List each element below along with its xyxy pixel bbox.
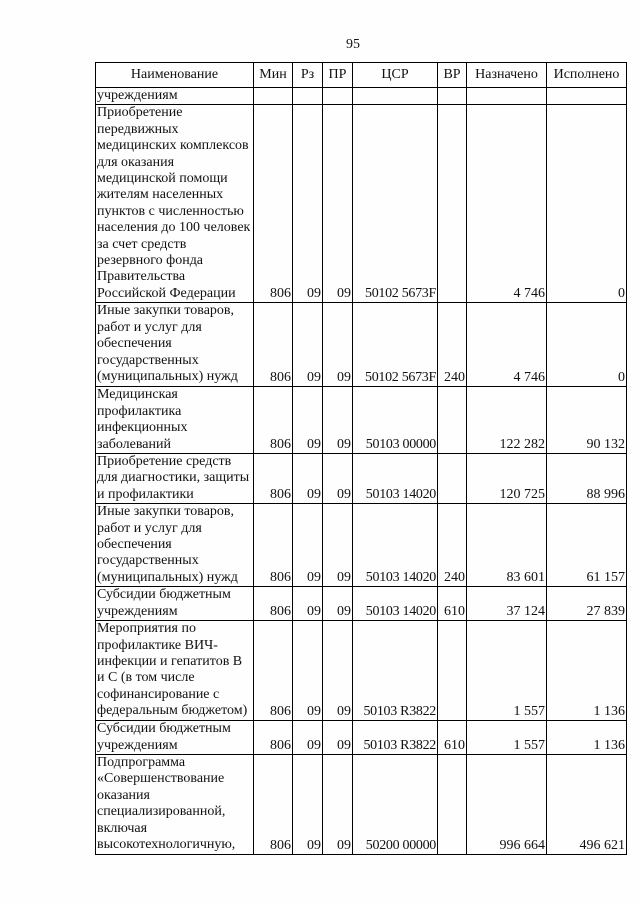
table-row [96, 621, 627, 721]
cell-assigned: 83 601 [467, 504, 547, 587]
cell-min: 806 [254, 303, 293, 387]
cell-vr: 610 [438, 721, 467, 755]
cell-assigned: 996 664 [467, 754, 547, 854]
cell-executed [547, 88, 627, 105]
cell-pr: 09 [323, 105, 353, 303]
cell-assigned: 4 746 [467, 303, 547, 387]
cell-csr [353, 88, 438, 105]
cell-assigned: 4 746 [467, 105, 547, 303]
cell-name: Медицинская профилактика инфекционных заболеваний [96, 387, 254, 454]
table-row [96, 454, 627, 504]
cell-assigned [467, 88, 547, 105]
cell-rz: 09 [293, 454, 323, 504]
table-row [96, 587, 627, 621]
cell-pr: 09 [323, 303, 353, 387]
cell-min: 806 [254, 754, 293, 854]
table-body [96, 88, 627, 855]
cell-min: 806 [254, 504, 293, 587]
cell-csr: 50103 14020 [353, 587, 438, 621]
header-csr: ЦСР [353, 63, 438, 88]
header-name: Наименование [96, 63, 254, 88]
cell-executed: 1 136 [547, 621, 627, 721]
cell-executed: 1 136 [547, 721, 627, 755]
cell-executed: 27 839 [547, 587, 627, 621]
table-row [96, 303, 627, 387]
cell-pr: 09 [323, 621, 353, 721]
cell-name: Приобретение передвижных медицинских комплексов для оказания медицинской помощи жителям населенных пунктов с численностью населения до 100 человек за счет средств резервного фонда Правительства Российской Федерации [96, 105, 254, 303]
cell-rz: 09 [293, 387, 323, 454]
cell-min: 806 [254, 454, 293, 504]
cell-csr: 50102 5673F [353, 303, 438, 387]
table-row [96, 387, 627, 454]
table-row [96, 105, 627, 303]
cell-executed: 0 [547, 105, 627, 303]
header-assigned: Назначено [467, 63, 547, 88]
cell-rz: 09 [293, 504, 323, 587]
cell-executed: 88 996 [547, 454, 627, 504]
cell-rz: 09 [293, 303, 323, 387]
cell-csr: 50103 R3822 [353, 621, 438, 721]
cell-executed: 61 157 [547, 504, 627, 587]
cell-rz: 09 [293, 587, 323, 621]
cell-executed: 90 132 [547, 387, 627, 454]
cell-assigned: 1 557 [467, 621, 547, 721]
cell-vr: 610 [438, 587, 467, 621]
cell-pr: 09 [323, 721, 353, 755]
cell-vr [438, 754, 467, 854]
cell-assigned: 120 725 [467, 454, 547, 504]
cell-rz: 09 [293, 105, 323, 303]
cell-name: Иные закупки товаров, работ и услуг для обеспечения государственных (муниципальных) нужд [96, 504, 254, 587]
cell-vr [438, 454, 467, 504]
cell-rz [293, 88, 323, 105]
cell-csr: 50102 5673F [353, 105, 438, 303]
cell-vr [438, 88, 467, 105]
cell-min [254, 88, 293, 105]
cell-vr [438, 621, 467, 721]
cell-min: 806 [254, 587, 293, 621]
cell-rz: 09 [293, 621, 323, 721]
cell-name: Субсидии бюджетным учреждениям [96, 587, 254, 621]
cell-pr: 09 [323, 754, 353, 854]
cell-csr: 50103 R3822 [353, 721, 438, 755]
table-row [96, 88, 627, 105]
cell-rz: 09 [293, 754, 323, 854]
cell-csr: 50200 00000 [353, 754, 438, 854]
cell-min: 806 [254, 721, 293, 755]
cell-name: Мероприятия по профилактике ВИЧ-инфекции и гепатитов В и С (в том числе софинансирование с федеральным бюджетом) [96, 621, 254, 721]
header-pr: ПР [323, 63, 353, 88]
cell-executed: 496 621 [547, 754, 627, 854]
budget-table [95, 62, 627, 855]
cell-executed: 0 [547, 303, 627, 387]
table-row [96, 721, 627, 755]
cell-csr: 50103 14020 [353, 454, 438, 504]
cell-vr: 240 [438, 303, 467, 387]
header-rz: Рз [293, 63, 323, 88]
cell-name: учреждениям [96, 88, 254, 105]
table-header-row [96, 63, 627, 88]
cell-vr [438, 387, 467, 454]
cell-vr [438, 105, 467, 303]
header-min: Мин [254, 63, 293, 88]
cell-pr: 09 [323, 387, 353, 454]
table-row [96, 504, 627, 587]
cell-vr: 240 [438, 504, 467, 587]
cell-rz: 09 [293, 721, 323, 755]
page-number: 95 [346, 37, 360, 52]
header-vr: ВР [438, 63, 467, 88]
cell-min: 806 [254, 387, 293, 454]
header-executed: Исполнено [547, 63, 627, 88]
cell-assigned: 122 282 [467, 387, 547, 454]
cell-csr: 50103 00000 [353, 387, 438, 454]
cell-pr: 09 [323, 587, 353, 621]
table-row [96, 754, 627, 854]
cell-min: 806 [254, 105, 293, 303]
cell-pr: 09 [323, 504, 353, 587]
cell-pr: 09 [323, 454, 353, 504]
cell-csr: 50103 14020 [353, 504, 438, 587]
cell-assigned: 1 557 [467, 721, 547, 755]
cell-name: Иные закупки товаров, работ и услуг для обеспечения государственных (муниципальных) нужд [96, 303, 254, 387]
cell-name: Подпрограмма «Совершенствование оказания специализированной, включая высокотехнологичную, [96, 754, 254, 854]
cell-pr [323, 88, 353, 105]
cell-name: Приобретение средств для диагностики, защиты и профилактики [96, 454, 254, 504]
cell-name: Субсидии бюджетным учреждениям [96, 721, 254, 755]
cell-min: 806 [254, 621, 293, 721]
cell-assigned: 37 124 [467, 587, 547, 621]
